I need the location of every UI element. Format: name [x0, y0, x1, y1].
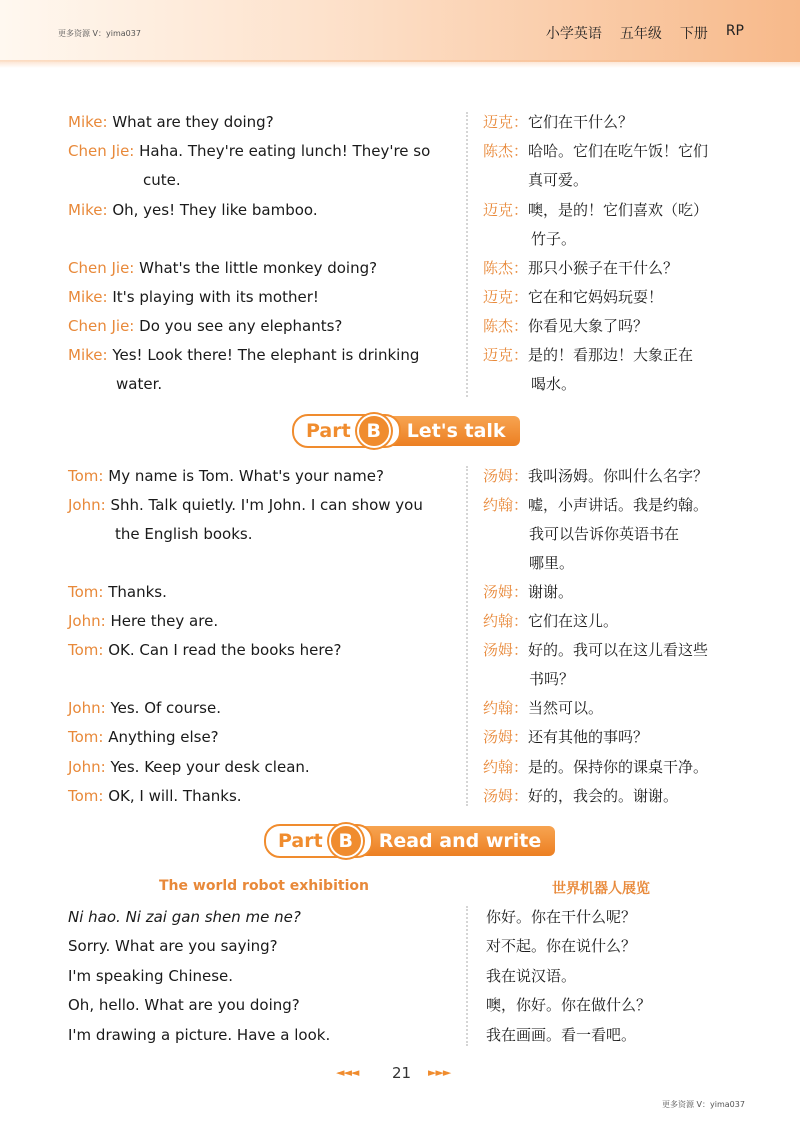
- dialog-translation-cont: 真可爱。: [528, 171, 589, 189]
- dialog-translation-cont: 哪里。: [529, 554, 575, 572]
- dialog-translation: 汤姆：谢谢。: [483, 583, 574, 601]
- page-header: [0, 0, 800, 62]
- dialog-line: Tom: OK. Can I read the books here?: [68, 641, 342, 659]
- header-watermark: 更多资源 V：yima037: [58, 29, 141, 38]
- dialog-translation-cont: 书吗？: [529, 670, 575, 688]
- reading-line: Oh, hello. What are you doing?: [68, 996, 300, 1014]
- dialog-line: Tom: My name is Tom. What's your name?: [68, 467, 384, 485]
- column-divider: [466, 906, 470, 1046]
- dialog-line: Chen Jie: Haha. They're eating lunch! They're so: [68, 142, 431, 160]
- dialog-line: Mike: Oh, yes! They like bamboo.: [68, 201, 318, 219]
- dialog-translation: 陈杰：那只小猴子在干什么？: [483, 259, 679, 277]
- dialog-line: John: Yes. Keep your desk clean.: [68, 758, 310, 776]
- column-divider: [466, 112, 470, 397]
- header-volume: 下册: [679, 26, 708, 42]
- prev-page-arrows-icon[interactable]: ◄◄◄: [336, 1066, 359, 1079]
- dialog-line: John: Yes. Of course.: [68, 699, 221, 717]
- part-letter-badge: B: [329, 824, 363, 858]
- dialog-translation: 汤姆：还有其他的事吗？: [483, 728, 649, 746]
- dialog-translation: 汤姆：我叫汤姆。你叫什么名字？: [483, 467, 709, 485]
- reading-line: I'm speaking Chinese.: [68, 967, 234, 985]
- part-letter-badge: B: [357, 414, 391, 448]
- next-page-arrows-icon[interactable]: ►►►: [428, 1066, 451, 1079]
- dialog-translation: 约翰：是的。保持你的课桌干净。: [483, 758, 709, 776]
- dialog-translation: 迈克：它们在干什么？: [483, 113, 634, 131]
- dialog-translation: 约翰：它们在这儿。: [483, 612, 619, 630]
- reading-title-en: The world robot exhibition: [159, 878, 369, 894]
- dialog-translation: 约翰：当然可以。: [483, 699, 604, 717]
- reading-line: Sorry. What are you saying?: [68, 937, 278, 955]
- dialog-translation-cont: 喝水。: [531, 375, 577, 393]
- section-banner-lets-talk: [292, 411, 520, 451]
- dialog-line: Mike: Yes! Look there! The elephant is drinking: [68, 346, 420, 364]
- dialog-line: Chen Jie: Do you see any elephants?: [68, 317, 343, 335]
- footer-watermark: 更多资源 V：yima037: [662, 1100, 745, 1109]
- reading-line: I'm drawing a picture. Have a look.: [68, 1026, 331, 1044]
- dialog-translation: 陈杰：哈哈。它们在吃午饭！它们: [483, 142, 709, 160]
- dialog-translation: 约翰：嘘，小声讲话。我是约翰。: [483, 496, 709, 514]
- header-grade: 五年级: [619, 26, 662, 42]
- dialog-line: Chen Jie: What's the little monkey doing?: [68, 259, 378, 277]
- dialog-translation: 迈克：是的！看那边！大象正在: [483, 346, 694, 364]
- page-number: 21: [392, 1064, 412, 1082]
- dialog-translation: 迈克：噢，是的！它们喜欢（吃）: [483, 201, 709, 219]
- dialog-line: John: Here they are.: [68, 612, 219, 630]
- dialog-translation-cont: 我可以告诉你英语书在: [529, 525, 680, 543]
- part-label: Part B: [292, 414, 401, 448]
- column-divider: [466, 466, 470, 806]
- reading-title-zh: 世界机器人展览: [552, 881, 650, 897]
- dialog-line-cont: water.: [116, 375, 163, 393]
- part-label: Part B: [264, 824, 373, 858]
- reading-translation: 你好。你在干什么呢？: [486, 908, 637, 926]
- reading-translation: 噢，你好。你在做什么？: [486, 996, 652, 1014]
- reading-translation: 我在说汉语。: [486, 967, 577, 985]
- section-banner-read-and-write: [264, 821, 555, 861]
- dialog-line-cont: cute.: [143, 171, 181, 189]
- section-title: Let's talk: [385, 416, 520, 446]
- header-edition: RP: [725, 23, 744, 39]
- dialog-line: Mike: What are they doing?: [68, 113, 274, 131]
- dialog-translation-cont: 竹子。: [531, 230, 577, 248]
- page-footer: [0, 1066, 800, 1086]
- dialog-translation: 陈杰：你看见大象了吗？: [483, 317, 649, 335]
- reading-line: Ni hao. Ni zai gan shen me ne?: [68, 908, 301, 926]
- dialog-line: Mike: It's playing with its mother!: [68, 288, 319, 306]
- reading-translation: 对不起。你在说什么？: [486, 937, 637, 955]
- dialog-line: Tom: OK, I will. Thanks.: [68, 787, 242, 805]
- dialog-translation: 汤姆：好的，我会的。谢谢。: [483, 787, 679, 805]
- dialog-translation: 汤姆：好的。我可以在这儿看这些: [483, 641, 709, 659]
- reading-translation: 我在画画。看一看吧。: [486, 1026, 637, 1044]
- dialog-line-cont: the English books.: [115, 525, 253, 543]
- dialog-line: Tom: Thanks.: [68, 583, 167, 601]
- dialog-line: John: Shh. Talk quietly. I'm John. I can show you: [68, 496, 423, 514]
- dialog-line: Tom: Anything else?: [68, 728, 219, 746]
- header-book-info: [546, 23, 744, 43]
- section-title: Read and write: [357, 826, 556, 856]
- header-subject: 小学英语: [545, 26, 602, 42]
- dialog-translation: 迈克：它在和它妈妈玩耍！: [483, 288, 664, 306]
